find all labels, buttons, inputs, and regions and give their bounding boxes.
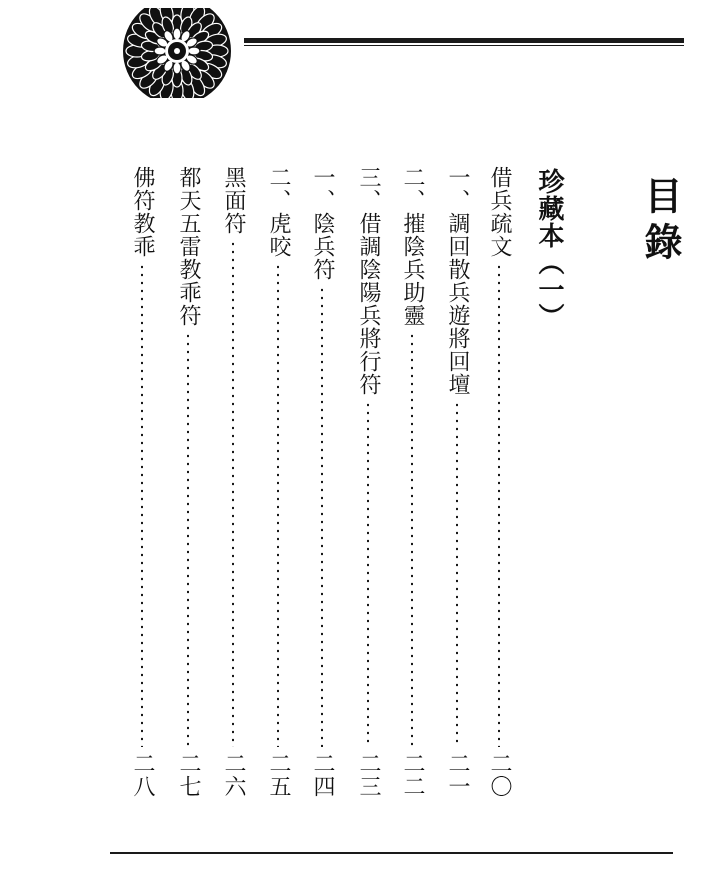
toc-entry: [218, 166, 248, 798]
lotus-rosette-icon: [119, 2, 235, 98]
toc-entry-title: 二、虎咬: [266, 166, 291, 258]
toc-dot-leader: [456, 401, 458, 747]
toc-dot-leader: [187, 332, 189, 747]
toc-dot-leader: [141, 263, 143, 747]
toc-entry: [484, 166, 514, 798]
toc-entry-page: 二二: [400, 752, 425, 798]
toc-entry-title: 都天五雷教乖符: [176, 166, 201, 327]
toc-dot-leader: [498, 263, 500, 747]
toc-entry-title: 一、調回散兵遊將回壇: [445, 166, 470, 396]
toc-entry-title: 三、借調陰陽兵將行符: [356, 166, 381, 396]
toc-dot-leader: [232, 240, 234, 747]
toc-entry-page: 二〇: [487, 752, 512, 798]
toc-entry-page: 二六: [221, 752, 246, 798]
toc-dot-leader: [411, 332, 413, 747]
toc-dot-leader: [277, 263, 279, 747]
toc-entry: [353, 166, 383, 798]
toc-entry: [442, 166, 472, 798]
toc-entry-title: 二、摧陰兵助靈: [400, 166, 425, 327]
toc-entry-title: 黑面符: [221, 166, 246, 235]
toc-dot-leader: [367, 401, 369, 747]
toc-dot-leader: [321, 286, 323, 747]
toc-entry-page: 二四: [310, 752, 335, 798]
toc-entry-page: 二一: [445, 752, 470, 798]
toc-entry: [307, 166, 337, 798]
toc-entry: [127, 166, 157, 798]
bottom-rule: [110, 852, 673, 854]
toc-entry-title: 借兵疏文: [487, 166, 512, 258]
page-title: 目錄: [638, 176, 683, 268]
toc-entry-title: 一、陰兵符: [310, 166, 335, 281]
toc-entry: [173, 166, 203, 798]
toc-entry-title: 佛符教乖: [130, 166, 155, 258]
top-rule: [244, 38, 684, 46]
toc-entry-page: 二五: [266, 752, 291, 798]
toc-entry-page: 二八: [130, 752, 155, 798]
toc-entry: [263, 166, 293, 798]
toc-entry-page: 二三: [356, 752, 381, 798]
toc-entry: [397, 166, 427, 798]
section-heading: 珍藏本（一）: [534, 168, 564, 330]
toc-entry-page: 二七: [176, 752, 201, 798]
